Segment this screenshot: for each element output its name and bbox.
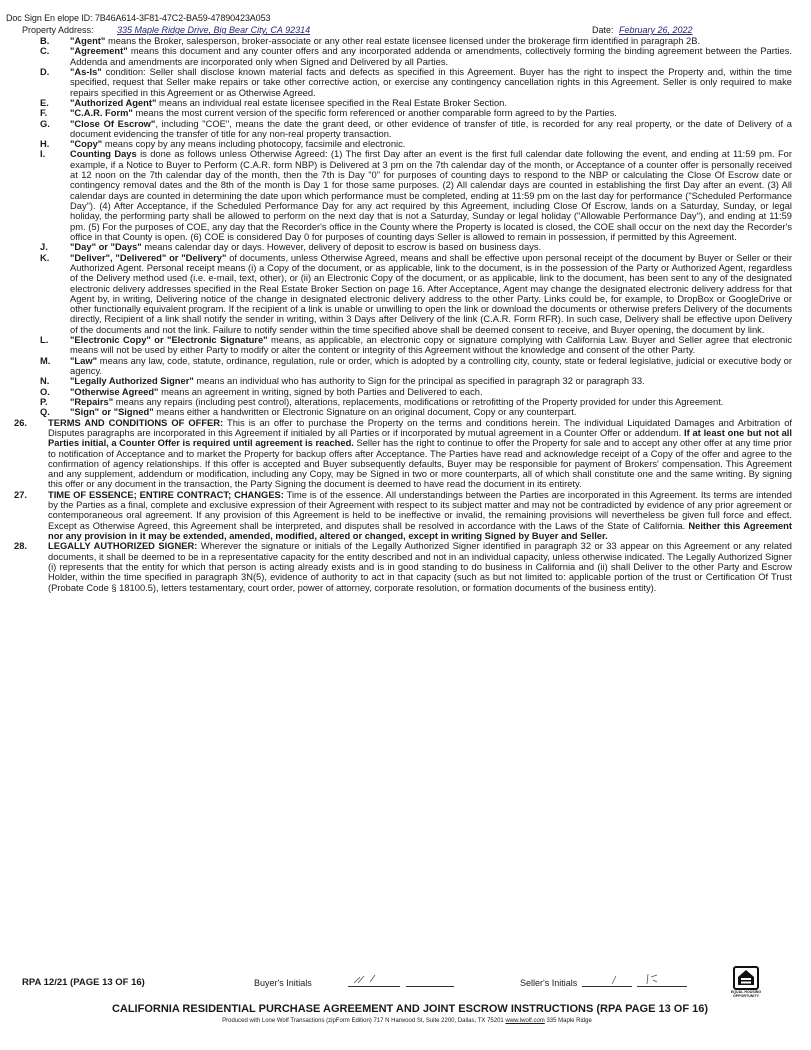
definition-text: means either a handwritten or Electronic Signature on an original document, Copy or any counterpart.	[153, 407, 577, 418]
section-item	[14, 541, 792, 593]
producer-text: Produced with Lone Wolf Transactions (zipForm Edition) 717 N Harwood St, Suite 2200, Dallas, TX 75201	[222, 1018, 504, 1024]
definition-term: "Close Of Escrow"	[70, 118, 156, 129]
section-item	[14, 490, 792, 542]
seller-initials-label: Seller's Initials	[520, 978, 578, 988]
buyer-initials-field-2[interactable]	[406, 972, 454, 987]
definition-letter: N.	[40, 376, 50, 387]
definition-text: means, as applicable, an electronic copy or signature complying with California Law. Buyer and Seller agree that electronic means will not be used by either Party to modify or alter the content or integrity of this Agreement without the knowledge and consent of the other Party.	[70, 335, 792, 356]
page-number: RPA 12/21 (PAGE 13 OF 16)	[22, 977, 145, 988]
definition-term: "As-Is"	[70, 66, 102, 77]
section-bold-text: If at least one but not all Parties initial, a Counter Offer is required until agreement is reached.	[48, 427, 792, 449]
definition-letter: C.	[40, 46, 50, 57]
definition-term: Counting Days	[70, 149, 137, 160]
definition-term: "Legally Authorized Signer"	[70, 376, 194, 387]
definition-text: means the Broker, salesperson, broker-associate or any other real estate licensee licensed under the brokerage firm identified in paragraph 2B.	[105, 36, 701, 46]
definition-text: means calendar day or days. However, delivery of deposit to escrow is based on business days.	[141, 242, 542, 253]
definition-text: is done as follows unless Otherwise Agreed: (1) The first Day after an event is the first full calendar date following the event, and ending at 11:59 pm. For example, if a Notice to Buyer to Perform (C.A.R. form NBP) is Delivered at 3 pm on the 7th calendar day of the month, or Acceptance of a counter offer is personally received at 12 noon on the 7th calendar day of the month, then the 7th is Day "0" for purposes of counting days to respond to the NBP or calculating the Close Of Escrow date or contingency removal dates and the 8th of the month is Day 1 for those same purposes. (2) All calendar days are counted in establishing the first Day after an event. (3) All calendar days are counted in determining the date upon which performance must be completed, ending at 11:59 pm on the last day for performance ("Scheduled Performance Day"). (4) After Acceptance, if the Scheduled Performance Day for any act required by this Agreement, including Close Of Escrow, lands on a Saturday, Sunday, or legal holiday, the performing party shall be allowed to perform on the next day that is not a Saturday, Sunday or legal holiday ("Allowable Performance Day"), and ending at 11:59 pm. (5) For the purposes of COE, any day that the Recorder's office in the County where the Property is located is closed, the COE shall occur on the next day the Recorder's office in that County is open. (6) COE is considered Day 0 for purposes of counting days Seller is allowed to remain in possession, if permitted by this Agreement.	[70, 149, 792, 242]
seller-initials-mark-icon	[637, 972, 687, 986]
definition-text: means an agreement in writing, signed by both Parties and Delivered to each.	[158, 386, 483, 397]
producer-file-name: 335 Maple Ridge	[546, 1018, 592, 1024]
section-text: This is an offer to purchase the Property on the terms and conditions herein. The individual Liquidated Damages and Arbitration of Disputes paragraphs are incorporated in this Agreement if initialed by all Parties or if incorporated by mutual agreement in a Counter Offer or addendum.	[48, 417, 792, 438]
definition-letter: K.	[40, 252, 50, 263]
definition-item	[14, 407, 792, 417]
buyer-initials-mark-icon	[348, 972, 400, 986]
definition-item	[14, 139, 792, 149]
definition-term: "Otherwise Agreed"	[70, 386, 159, 397]
definition-letter: I.	[40, 149, 46, 160]
page-footer	[22, 972, 792, 1030]
definition-letter: J.	[40, 242, 48, 253]
definition-letter: P.	[40, 396, 48, 407]
equal-housing-text: EQUAL HOUSING OPPORTUNITY	[730, 990, 762, 998]
section-item	[14, 418, 792, 490]
definition-item	[14, 356, 792, 377]
definition-term: "Copy"	[70, 139, 103, 150]
definition-letter: G.	[40, 118, 50, 129]
property-address-label: Property Address:	[22, 25, 94, 35]
section-text: Time is of the essence. All understandings between the Parties are incorporated in this Agreement. Its terms are intended by the Parties as a final, complete and exclusive expression of their Agreement with respect to its subject matter and may not be contradicted by evidence of any prior agreement or contemporaneous oral agreement. If any provision of this Agreement is held to be ineffective or invalid, the remaining provisions will nevertheless be given full force and effect. Except as Otherwise Agreed, this Agreement shall be interpreted, and disputes shall be resolved in accordance with the Laws of the State of California.	[48, 489, 792, 531]
definition-item	[14, 149, 792, 242]
definition-text: means an individual real estate licensee specified in the Real Estate Broker Section.	[156, 97, 507, 108]
definition-item	[14, 397, 792, 407]
definition-term: "C.A.R. Form"	[70, 108, 133, 119]
date-label: Date:	[592, 25, 614, 35]
definition-text: condition: Seller shall disclose known material facts and defects as specified in this Agreement. Buyer has the right to inspect the Property and, within the time specified, request that Seller make repairs or take other corrective action, or exercise any contingency cancellation rights in this Agreement. Seller is only required to make repairs specified in this Agreement or as Otherwise Agreed.	[70, 66, 792, 98]
definition-term: "Deliver", "Delivered" or "Delivery"	[70, 252, 227, 263]
definition-item	[14, 376, 792, 386]
section-heading: TIME OF ESSENCE; ENTIRE CONTRACT; CHANGES:	[48, 489, 284, 500]
definition-item	[14, 108, 792, 118]
form-title: CALIFORNIA RESIDENTIAL PURCHASE AGREEMENT AND JOINT ESCROW INSTRUCTIONS (RPA PAGE 13 OF 16)	[111, 1003, 709, 1015]
definition-text: means any law, code, statute, ordinance, regulation, rule or order, which is adopted by a controlling city, county, state or federal legislative, judicial or executive body or agency.	[70, 355, 792, 376]
section-number: 28.	[14, 541, 27, 552]
definition-item	[14, 67, 792, 98]
definition-letter: L.	[40, 335, 49, 346]
definition-text: means the most current version of the specific form referenced or another comparable form agreed to by the Parties.	[132, 108, 617, 119]
definition-term: "Day" or "Days"	[70, 242, 142, 253]
definition-letter: B.	[40, 36, 50, 46]
section-heading: LEGALLY AUTHORIZED SIGNER:	[48, 541, 198, 552]
definition-item	[14, 387, 792, 397]
date-value: February 26, 2022	[619, 25, 693, 35]
definition-letter: E.	[40, 97, 49, 108]
property-address-value: 335 Maple Ridge Drive, Big Bear City, CA 92314	[117, 25, 311, 35]
buyer-initials-label: Buyer's Initials	[254, 978, 312, 988]
definition-term: "Electronic Copy" or "Electronic Signature"	[70, 335, 268, 346]
producer-url-link[interactable]: www.lwolf.com	[505, 1018, 545, 1024]
definition-letter: O.	[40, 386, 50, 397]
section-text: Wherever the signature or initials of the Legally Authorized Signer identified in paragraph 32 or 33 appear on this Agreement or any related documents, it shall be deemed to be in a representative capacity for the entity described and not in an individual capacity, unless otherwise indicated. The Legally Authorized Signer (i) represents that the entity for which that person is acting already exists and is in good standing to do business in California and (ii) shall Deliver to the other Party and Escrow Holder, within the time specified in paragraph 3N(5), evidence of authority to act in that capacity (such as but not limited to: applicable portion of the trust or Certification Of Trust (Probate Code § 18100.5), letters testamentary, court order, power of attorney, corporate resolution, or formation documents of the business entity).	[48, 541, 792, 593]
definition-term: "Authorized Agent"	[70, 97, 157, 108]
definition-letter: H.	[40, 139, 50, 150]
seller-initials-field-1[interactable]	[582, 972, 632, 987]
definition-term: "Sign" or "Signed"	[70, 407, 154, 418]
definition-item	[14, 242, 792, 252]
seller-initials-mark-icon	[582, 972, 632, 986]
definition-text: means this document and any counter offers and any incorporated addenda or amendments, collectively forming the binding agreement between the Parties. Addenda and amendments are incorporated only when Signed and Delivered by all Parties.	[70, 46, 792, 67]
docusign-envelope-id: Doc Sign En elope ID: 7B46A614-3F81-47C2-BA59-47890423A053	[6, 13, 271, 23]
equal-housing-house-icon	[722, 964, 770, 990]
definition-text: , including "COE", means the date the grant deed, or other evidence of transfer of title, is recorded for any real property, or the date of Delivery of a document evidencing the transfer of title for any non-real property transaction.	[70, 118, 792, 139]
document-body	[14, 36, 792, 756]
definition-letter: F.	[40, 108, 48, 119]
section-heading: TERMS AND CONDITIONS OF OFFER:	[48, 417, 224, 428]
section-text-continued: Seller has the right to continue to offer the Property for sale and to accept any other offer at any time prior to notification of Acceptance and to market the Property for backup offers after Acceptance. The Parties have read and acknowledge receipt of a Copy of the offer and agree to the confirmation of agency relationships. If this offer is accepted and Buyer subsequently defaults, Buyer may be responsible for payment of Brokers' compensation. This Agreement and any supplement, addendum or modification, including any Copy, may be Signed in two or more counterparts, all of which shall constitute one and the same writing. By signing this offer or any document in the transaction, the Party Signing the document is deemed to have read the document in its entirety.	[48, 438, 792, 490]
section-bold-text: Neither this Agreement nor any provision in it may be extended, amended, modified, altered or changed, except in writing Signed by Buyer and Seller.	[48, 520, 792, 541]
section-number: 27.	[14, 489, 27, 500]
buyer-initials-field-1[interactable]	[348, 972, 400, 987]
definitions-list	[14, 36, 792, 418]
section-number: 26.	[14, 417, 27, 428]
seller-initials-field-2[interactable]	[637, 972, 687, 987]
producer-line	[22, 1018, 792, 1024]
definition-term: "Repairs"	[70, 396, 114, 407]
sections-list	[14, 418, 792, 593]
definition-text: of documents, unless Otherwise Agreed, means and shall be effective upon personal receipt of the document by Buyer or Seller or their Authorized Agent. Personal receipt means (i) a Copy of the document, or as applicable, link to the document, is in the possession of the Party or Authorized Agent, regardless of the Delivery method used (i.e. e-mail, text, other), or (ii) an Electronic Copy of the document, or as applicable, link to the document, has been sent to any of the designated electronic delivery addresses specified in the Real Estate Broker Section on page 16. After Acceptance, Agent may change the designated electronic delivery address for that Agent by, in writing, Delivering notice of the change in designated electronic delivery address to the other Party. Links could be, for example, to DropBox or GoogleDrive or other functionally equivalent program. If the recipient of a link is unable or unwilling to open the link or download the documents or otherwise prefers Delivery of the documents directly, Recipient of a link shall notify the sender in writing, within 3 Days after Delivery of the link (C.A.R. Form RFR). In such case, Delivery shall be effective upon Delivery of the documents and not the link. Failure to notify sender within the time specified above shall be deemed consent to receive, and Buyer opening, the document by link.	[70, 252, 792, 335]
definition-term: "Law"	[70, 355, 98, 366]
definition-term: "Agreement"	[70, 46, 128, 57]
definition-item	[14, 119, 792, 140]
definition-text: means an individual who has authority to Sign for the principal as specified in paragraph 32 or paragraph 33.	[193, 376, 645, 387]
definition-letter: D.	[40, 66, 50, 77]
equal-housing-logo	[722, 964, 770, 998]
definition-term: "Agent"	[70, 36, 106, 46]
definition-letter: Q.	[40, 407, 50, 418]
definition-letter: M.	[40, 355, 51, 366]
definition-item	[14, 46, 792, 67]
definition-item	[14, 36, 792, 46]
definition-item	[14, 253, 792, 336]
definition-text: means any repairs (including pest control), alterations, replacements, modifications or retrofitting of the Property provided for under this Agreement.	[113, 396, 724, 407]
definition-text: means copy by any means including photocopy, facsimile and electronic.	[102, 139, 406, 150]
definition-item	[14, 335, 792, 356]
definition-item	[14, 98, 792, 108]
